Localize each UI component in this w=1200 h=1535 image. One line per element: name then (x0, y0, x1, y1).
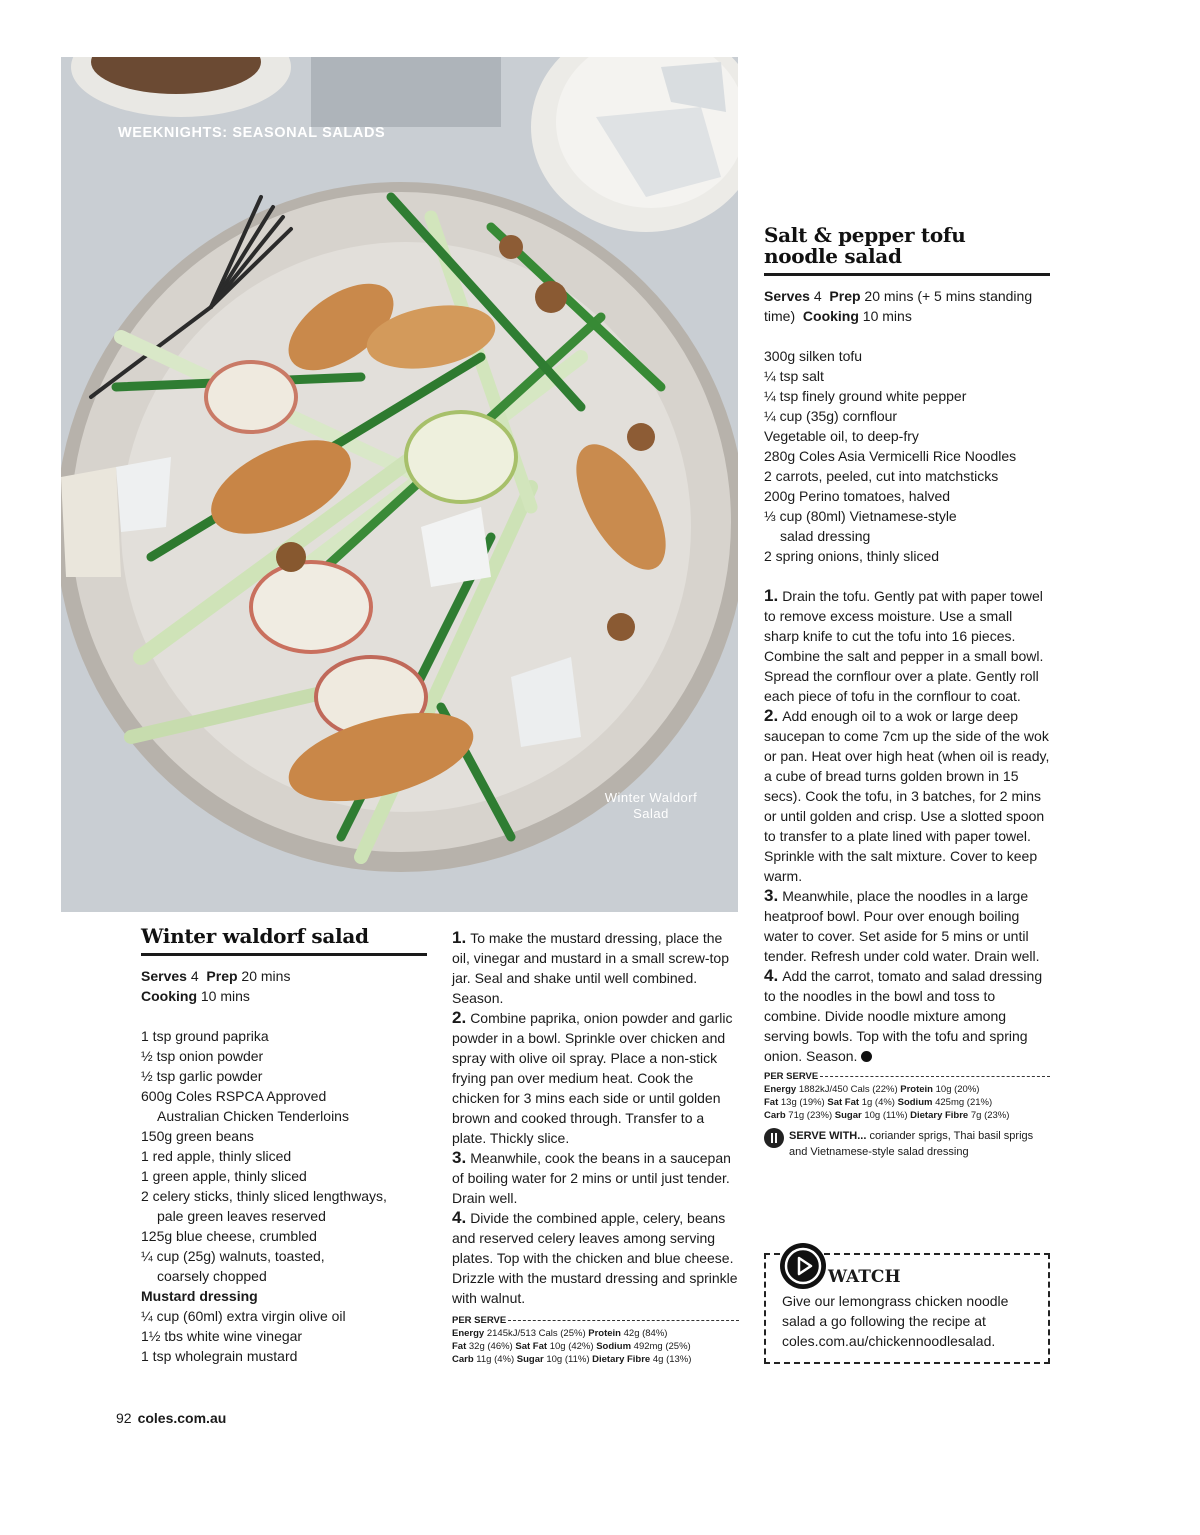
cutlery-icon (764, 1128, 784, 1148)
ingredient-item: 1 green apple, thinly sliced (141, 1168, 307, 1184)
recipe2-method (764, 586, 1050, 1066)
method-step: 4. Add the carrot, tomato and salad dressing to the noodles in the bowl and toss to combine. Divide noodle mixture among serving bowls. Top with the tofu and spring onion. Season. (764, 966, 1043, 1064)
ingredient-item: 125g blue cheese, crumbled (141, 1228, 317, 1244)
serve-with (764, 1128, 1050, 1160)
method-step: 4. Divide the combined apple, celery, beans and reserved celery leaves among serving plates. Top with the chicken and blue cheese. Drizzle with the mustard dressing and sprinkle with walnut. (452, 1208, 738, 1306)
prep-label: Prep (829, 288, 861, 304)
method-step: 3. Meanwhile, place the noodles in a large heatproof bowl. Pour over enough boiling water to cover. Set aside for 5 mins or until tender. Refresh under cold water. Drain well. (764, 886, 1040, 964)
cooking-label: Cooking (141, 988, 197, 1004)
cooking-value: 10 mins (862, 308, 912, 324)
per-serve-label: PER SERVE (452, 1315, 507, 1326)
recipe1-method (452, 928, 739, 1308)
recipe2-nutrition: PER SERVE Energy 1882kJ/450 Cals (22%) Protein 10g (20%) Fat 13g (19%) Sat Fat 1g (4%) Sodium 425mg (21%) Carb 71g (23%) Sugar 10g (11%) Dietary Fibre 7g (23%) (764, 1070, 1050, 1122)
serve-with-label: SERVE WITH... (789, 1130, 867, 1142)
photo-caption: Winter Waldorf Salad (604, 790, 698, 821)
watch-title: WATCH (828, 1267, 901, 1287)
recipe1-ingredients-column (141, 926, 427, 1366)
cooking-label: Cooking (802, 308, 859, 324)
method-step: 2. Combine paprika, onion powder and garlic powder in a bowl. Sprinkle over chicken and spray with olive oil spray. Place a non-stick frying pan over medium heat. Cook the chicken for 3 mins each side or until golden brown and cooked through. Transfer to a plate. Thickly slice. (452, 1008, 733, 1146)
watch-box (764, 1253, 1050, 1364)
cooking-value: 10 mins (200, 988, 250, 1004)
recipe1-method-column (452, 928, 739, 1366)
title-rule (141, 953, 427, 956)
ingredient-item: 2 celery sticks, thinly sliced lengthways, (141, 1188, 387, 1204)
site-link[interactable]: coles.com.au (137, 1410, 227, 1426)
salad-photo (61, 57, 738, 912)
recipe2-column (764, 225, 1050, 1160)
ingredient-item: 2 spring onions, thinly sliced (764, 548, 940, 564)
page-number: 92 (116, 1410, 132, 1426)
ingredient-item: pale green leaves reserved (157, 1208, 326, 1224)
recipe1-nutrition: PER SERVE Energy 2145kJ/513 Cals (25%) Protein 42g (84%) Fat 32g (46%) Sat Fat 10g (42%) Sodium 492mg (25%) Carb 11g (4%) Sugar 10g (11%) Dietary Fibre 4g (13%) (452, 1314, 739, 1366)
ingredient-item: ¼ tsp salt (764, 368, 824, 384)
watch-text: Give our lemongrass chicken noodle salad a go following the recipe at coles.com.au/chickennoodlesalad. (782, 1293, 1009, 1349)
ingredient-item: 2 carrots, peeled, cut into matchsticks (764, 468, 999, 484)
recipe2-title: Salt & pepper tofu noodle salad (764, 223, 966, 268)
ingredient-item: 1 tsp ground paprika (141, 1028, 269, 1044)
serves-value: 4 (813, 288, 822, 304)
serves-value: 4 (190, 968, 199, 984)
ingredient-item: ⅓ cup (80ml) Vietnamese-style (764, 508, 957, 524)
ingredient-item: 280g Coles Asia Vermicelli Rice Noodles (764, 448, 1017, 464)
ingredient-item: 150g green beans (141, 1128, 254, 1144)
serves-label: Serves (141, 968, 187, 984)
plate-illustration (61, 57, 738, 912)
method-step: 3. Meanwhile, cook the beans in a saucepan of boiling water for 2 mins or until just tender. Drain well. (452, 1148, 731, 1206)
ingredient-item: 1 red apple, thinly sliced (141, 1148, 292, 1164)
ingredient-item: salad dressing (780, 528, 871, 544)
ingredient-item: 1 tsp wholegrain mustard (141, 1348, 298, 1364)
section-tag: WEEKNIGHTS: SEASONAL SALADS (118, 125, 386, 141)
ingredient-subheading: Mustard dressing (141, 1288, 258, 1304)
page-footer (116, 1410, 226, 1426)
ingredient-item: 600g Coles RSPCA Approved (141, 1088, 327, 1104)
prep-value: 20 mins (+ 5 mins standing time) (764, 288, 1033, 324)
ingredient-item: ¼ cup (60ml) extra virgin olive oil (141, 1308, 346, 1324)
ingredient-item: ¼ cup (25g) walnuts, toasted, (141, 1248, 325, 1264)
ingredient-item: coarsely chopped (157, 1268, 267, 1284)
prep-label: Prep (206, 968, 238, 984)
ingredient-item: ¼ tsp finely ground white pepper (764, 388, 967, 404)
serves-label: Serves (764, 288, 810, 304)
ingredient-item: 1½ tbs white wine vinegar (141, 1328, 303, 1344)
recipe1-title: Winter waldorf salad (141, 924, 369, 948)
recipe1-ingredient-list (141, 1026, 427, 1366)
end-mark-icon (861, 1051, 872, 1062)
method-step: 1. Drain the tofu. Gently pat with paper towel to remove excess moisture. Use a small sharp knife to cut the tofu into 16 pieces. Combine the salt and pepper in a small bowl. Spread the cornflour over a plate. Gently roll each piece of tofu in the cornflour to coat. (764, 586, 1044, 704)
ingredient-item: Australian Chicken Tenderloins (157, 1108, 349, 1124)
ingredient-item: 300g silken tofu (764, 348, 863, 364)
recipe2-ingredient-list (764, 346, 1050, 566)
ingredient-item: ¼ cup (35g) cornflour (764, 408, 898, 424)
play-icon[interactable] (780, 1243, 826, 1289)
recipe2-meta (764, 286, 1050, 326)
ingredient-item: ½ tsp onion powder (141, 1048, 264, 1064)
ingredient-item: ½ tsp garlic powder (141, 1068, 263, 1084)
method-step: 1. To make the mustard dressing, place the oil, vinegar and mustard in a small screw-top jar. Seal and shake until well combined. Season. (452, 928, 730, 1006)
ingredient-item: Vegetable oil, to deep-fry (764, 428, 919, 444)
recipe1-meta (141, 966, 427, 1006)
prep-value: 20 mins (241, 968, 291, 984)
title-rule (764, 273, 1050, 276)
serve-with-text: coriander sprigs, Thai basil sprigs and Vietnamese-style salad dressing (789, 1130, 1034, 1158)
ingredient-item: 200g Perino tomatoes, halved (764, 488, 951, 504)
per-serve-label: PER SERVE (764, 1071, 819, 1082)
method-step: 2. Add enough oil to a wok or large deep saucepan to come 7cm up the side of the wok or pan. Heat over high heat (when oil is ready, a cube of bread turns golden brown in 15 secs). Cook the tofu, in 3 batches, for 2 mins or until golden and crisp. Use a slotted spoon to transfer to a plate lined with paper towel. Sprinkle with the salt mixture. Cover to keep warm. (764, 706, 1050, 884)
